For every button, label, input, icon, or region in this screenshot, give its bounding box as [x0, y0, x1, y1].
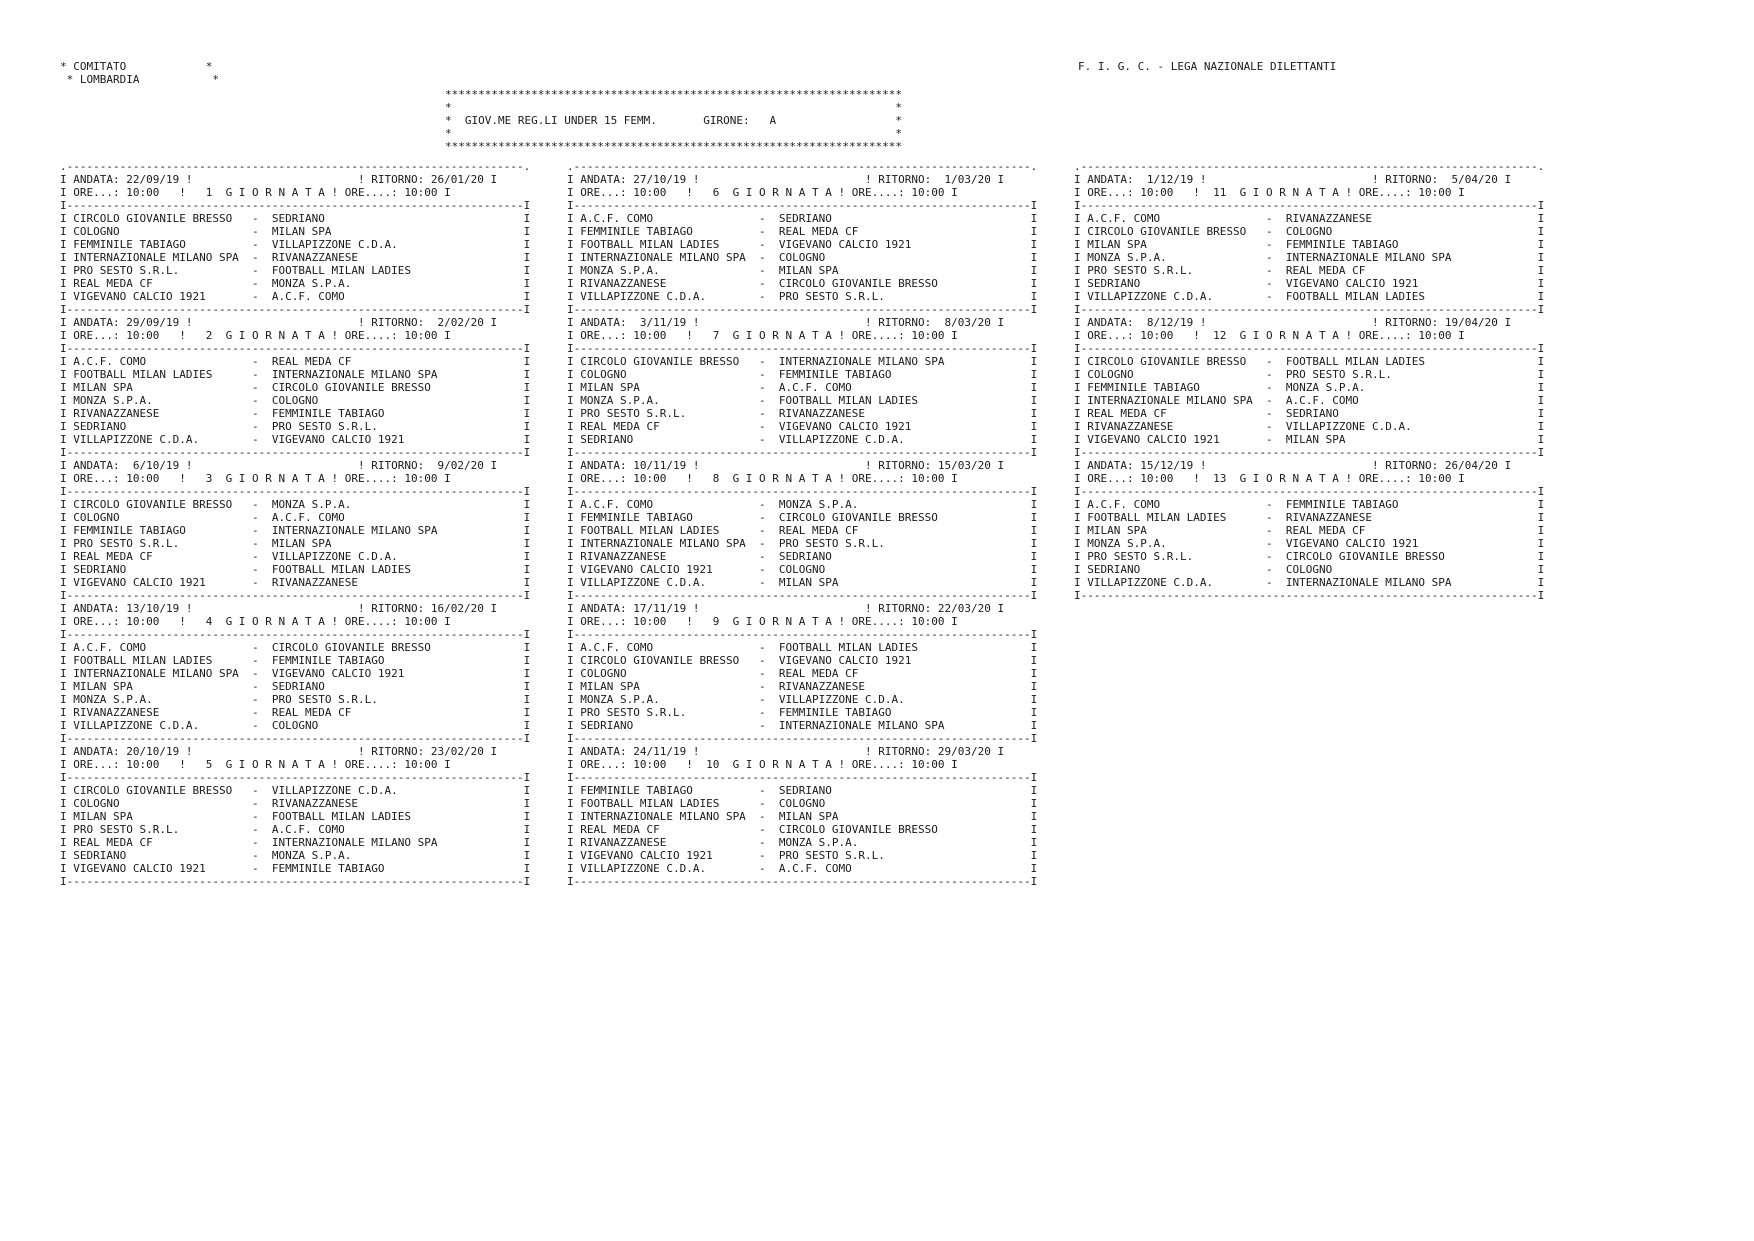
match-row: I CIRCOLO GIOVANILE BRESSO - MONZA S.P.A. I: [60, 498, 531, 511]
match-row: I INTERNAZIONALE MILANO SPA - MILAN SPA I: [567, 810, 1038, 823]
match-row: I RIVANAZZANESE - MONZA S.P.A. I: [567, 836, 1038, 849]
match-row: I PRO SESTO S.R.L. - CIRCOLO GIOVANILE BRESSO I: [1074, 550, 1545, 563]
giornata-block: I ANDATA: 13/10/19 ! ! RITORNO: 16/02/20 I I ORE...: 10:00 ! 4 G I O R N A T A ! ORE....: 10:00 I I---------------------------------------------------------------------I I A.C.F. COMO - CIRCOLO GIOVANILE BRESSO I I FOOTBALL MILAN LADIES - FEMMINILE TABIAGO I I INTERNAZIONALE MILANO SPA - VIGEVANO CALCIO 1921 I I MILAN SPA - SEDRIANO I I MONZA S.P.A. - PRO SESTO S.R.L. I I RIVANAZZANESE - REAL MEDA CF I I VILLAPIZZONE C.D.A. - COLOGNO I I---------------------------------------------------------------------I: [60, 602, 550, 745]
giornata-line: I ORE...: 10:00 ! 6 G I O R N A T A ! ORE....: 10:00 I: [567, 186, 1038, 199]
andata-ritorno-line: I ANDATA: 29/09/19 ! ! RITORNO: 2/02/20 I: [60, 316, 531, 329]
match-row: I FOOTBALL MILAN LADIES - REAL MEDA CF I: [567, 524, 1038, 537]
match-row: I REAL MEDA CF - CIRCOLO GIOVANILE BRESSO I: [567, 823, 1038, 836]
match-row: I A.C.F. COMO - CIRCOLO GIOVANILE BRESSO I: [60, 641, 531, 654]
giornata-line: I ORE...: 10:00 ! 9 G I O R N A T A ! ORE....: 10:00 I: [567, 615, 1038, 628]
match-row: I RIVANAZZANESE - REAL MEDA CF I: [60, 706, 531, 719]
match-row: I REAL MEDA CF - VILLAPIZZONE C.D.A. I: [60, 550, 531, 563]
match-row: I VILLAPIZZONE C.D.A. - FOOTBALL MILAN LADIES I: [1074, 290, 1545, 303]
schedule-column-2: [567, 160, 1057, 888]
andata-ritorno-line: I ANDATA: 15/12/19 ! ! RITORNO: 26/04/20 I: [1074, 459, 1545, 472]
title-blank-top: * *: [445, 101, 902, 114]
giornata-block: I ANDATA: 3/11/19 ! ! RITORNO: 8/03/20 I I ORE...: 10:00 ! 7 G I O R N A T A ! ORE....: 10:00 I I---------------------------------------------------------------------I I CIRCOLO GIOVANILE BRESSO - INTERNAZIONALE MILANO SPA I I COLOGNO - FEMMINILE TABIAGO I I MILAN SPA - A.C.F. COMO I I MONZA S.P.A. - FOOTBALL MILAN LADIES I I PRO SESTO S.R.L. - RIVANAZZANESE I I REAL MEDA CF - VIGEVANO CALCIO 1921 I I SEDRIANO - VILLAPIZZONE C.D.A. I I---------------------------------------------------------------------I: [567, 316, 1057, 459]
title-border-bottom: *********************************************************************: [445, 140, 902, 153]
match-row: I MILAN SPA - FOOTBALL MILAN LADIES I: [60, 810, 531, 823]
match-row: I INTERNAZIONALE MILANO SPA - A.C.F. COMO I: [1074, 394, 1545, 407]
match-row: I PRO SESTO S.R.L. - RIVANAZZANESE I: [567, 407, 1038, 420]
match-row: I FEMMINILE TABIAGO - INTERNAZIONALE MILANO SPA I: [60, 524, 531, 537]
match-row: I CIRCOLO GIOVANILE BRESSO - VIGEVANO CALCIO 1921 I: [567, 654, 1038, 667]
match-row: I REAL MEDA CF - INTERNAZIONALE MILANO SPA I: [60, 836, 531, 849]
giornata-line: I ORE...: 10:00 ! 12 G I O R N A T A ! ORE....: 10:00 I: [1074, 329, 1545, 342]
title-blank-bottom: * *: [445, 127, 902, 140]
match-row: I REAL MEDA CF - VIGEVANO CALCIO 1921 I: [567, 420, 1038, 433]
match-row: I RIVANAZZANESE - VILLAPIZZONE C.D.A. I: [1074, 420, 1545, 433]
match-row: I VIGEVANO CALCIO 1921 - A.C.F. COMO I: [60, 290, 531, 303]
match-row: I SEDRIANO - MONZA S.P.A. I: [60, 849, 531, 862]
schedule-column-1: [60, 160, 550, 888]
match-row: I VIGEVANO CALCIO 1921 - RIVANAZZANESE I: [60, 576, 531, 589]
giornata-line: I ORE...: 10:00 ! 11 G I O R N A T A ! ORE....: 10:00 I: [1074, 186, 1545, 199]
andata-ritorno-line: I ANDATA: 1/12/19 ! ! RITORNO: 5/04/20 I: [1074, 173, 1545, 186]
match-row: I MONZA S.P.A. - FOOTBALL MILAN LADIES I: [567, 394, 1038, 407]
match-row: I PRO SESTO S.R.L. - A.C.F. COMO I: [60, 823, 531, 836]
match-row: I COLOGNO - RIVANAZZANESE I: [60, 797, 531, 810]
match-row: I MONZA S.P.A. - VIGEVANO CALCIO 1921 I: [1074, 537, 1545, 550]
match-row: I CIRCOLO GIOVANILE BRESSO - COLOGNO I: [1074, 225, 1545, 238]
andata-ritorno-line: I ANDATA: 17/11/19 ! ! RITORNO: 22/03/20 I: [567, 602, 1038, 615]
match-row: I COLOGNO - MILAN SPA I: [60, 225, 531, 238]
match-row: I PRO SESTO S.R.L. - REAL MEDA CF I: [1074, 264, 1545, 277]
giornata-line: I ORE...: 10:00 ! 5 G I O R N A T A ! ORE....: 10:00 I: [60, 758, 531, 771]
andata-ritorno-line: I ANDATA: 10/11/19 ! ! RITORNO: 15/03/20 I: [567, 459, 1038, 472]
lombardia-line: * LOMBARDIA *: [60, 73, 219, 86]
match-row: I MILAN SPA - CIRCOLO GIOVANILE BRESSO I: [60, 381, 531, 394]
giornata-block: I ANDATA: 8/12/19 ! ! RITORNO: 19/04/20 I I ORE...: 10:00 ! 12 G I O R N A T A ! ORE....: 10:00 I I---------------------------------------------------------------------I I CIRCOLO GIOVANILE BRESSO - FOOTBALL MILAN LADIES I I COLOGNO - PRO SESTO S.R.L. I I FEMMINILE TABIAGO - MONZA S.P.A. I I INTERNAZIONALE MILANO SPA - A.C.F. COMO I I REAL MEDA CF - SEDRIANO I I RIVANAZZANESE - VILLAPIZZONE C.D.A. I I VIGEVANO CALCIO 1921 - MILAN SPA I I---------------------------------------------------------------------I: [1074, 316, 1564, 459]
match-row: I A.C.F. COMO - FOOTBALL MILAN LADIES I: [567, 641, 1038, 654]
match-row: I RIVANAZZANESE - FEMMINILE TABIAGO I: [60, 407, 531, 420]
giornata-block: I ANDATA: 6/10/19 ! ! RITORNO: 9/02/20 I I ORE...: 10:00 ! 3 G I O R N A T A ! ORE....: 10:00 I I---------------------------------------------------------------------I I CIRCOLO GIOVANILE BRESSO - MONZA S.P.A. I I COLOGNO - A.C.F. COMO I I FEMMINILE TABIAGO - INTERNAZIONALE MILANO SPA I I PRO SESTO S.R.L. - MILAN SPA I I REAL MEDA CF - VILLAPIZZONE C.D.A. I I SEDRIANO - FOOTBALL MILAN LADIES I I VIGEVANO CALCIO 1921 - RIVANAZZANESE I I---------------------------------------------------------------------I: [60, 459, 550, 602]
giornata-line: I ORE...: 10:00 ! 10 G I O R N A T A ! ORE....: 10:00 I: [567, 758, 1038, 771]
giornata-line: I ORE...: 10:00 ! 4 G I O R N A T A ! ORE....: 10:00 I: [60, 615, 531, 628]
match-row: I REAL MEDA CF - MONZA S.P.A. I: [60, 277, 531, 290]
match-row: I VILLAPIZZONE C.D.A. - VIGEVANO CALCIO 1921 I: [60, 433, 531, 446]
giornata-block: I ANDATA: 20/10/19 ! ! RITORNO: 23/02/20 I I ORE...: 10:00 ! 5 G I O R N A T A ! ORE....: 10:00 I I---------------------------------------------------------------------I I CIRCOLO GIOVANILE BRESSO - VILLAPIZZONE C.D.A. I I COLOGNO - RIVANAZZANESE I I MILAN SPA - FOOTBALL MILAN LADIES I I PRO SESTO S.R.L. - A.C.F. COMO I I REAL MEDA CF - INTERNAZIONALE MILANO SPA I I SEDRIANO - MONZA S.P.A. I I VIGEVANO CALCIO 1921 - FEMMINILE TABIAGO I I---------------------------------------------------------------------I: [60, 745, 550, 888]
giornata-block: .---------------------------------------------------------------------. I ANDATA: 22/09/19 ! ! RITORNO: 26/01/20 I I ORE...: 10:00 ! 1 G I O R N A T A ! ORE....: 10:00 I I---------------------------------------------------------------------I I CIRCOLO GIOVANILE BRESSO - SEDRIANO I I COLOGNO - MILAN SPA I I FEMMINILE TABIAGO - VILLAPIZZONE C.D.A. I I INTERNAZIONALE MILANO SPA - RIVANAZZANESE I I PRO SESTO S.R.L. - FOOTBALL MILAN LADIES I I REAL MEDA CF - MONZA S.P.A. I I VIGEVANO CALCIO 1921 - A.C.F. COMO I I---------------------------------------------------------------------I: [60, 160, 550, 316]
match-row: I MONZA S.P.A. - PRO SESTO S.R.L. I: [60, 693, 531, 706]
title-box: [445, 88, 902, 153]
match-row: I MILAN SPA - SEDRIANO I: [60, 680, 531, 693]
andata-ritorno-line: I ANDATA: 24/11/19 ! ! RITORNO: 29/03/20 I: [567, 745, 1038, 758]
match-row: I PRO SESTO S.R.L. - FOOTBALL MILAN LADIES I: [60, 264, 531, 277]
match-row: I VIGEVANO CALCIO 1921 - MILAN SPA I: [1074, 433, 1545, 446]
match-row: I CIRCOLO GIOVANILE BRESSO - SEDRIANO I: [60, 212, 531, 225]
andata-ritorno-line: I ANDATA: 6/10/19 ! ! RITORNO: 9/02/20 I: [60, 459, 531, 472]
match-row: I FOOTBALL MILAN LADIES - COLOGNO I: [567, 797, 1038, 810]
match-row: I FEMMINILE TABIAGO - SEDRIANO I: [567, 784, 1038, 797]
match-row: I COLOGNO - A.C.F. COMO I: [60, 511, 531, 524]
match-row: I VILLAPIZZONE C.D.A. - COLOGNO I: [60, 719, 531, 732]
match-row: I FOOTBALL MILAN LADIES - RIVANAZZANESE I: [1074, 511, 1545, 524]
match-row: I INTERNAZIONALE MILANO SPA - RIVANAZZANESE I: [60, 251, 531, 264]
giornata-line: I ORE...: 10:00 ! 7 G I O R N A T A ! ORE....: 10:00 I: [567, 329, 1038, 342]
match-row: I A.C.F. COMO - SEDRIANO I: [567, 212, 1038, 225]
match-row: I VIGEVANO CALCIO 1921 - FEMMINILE TABIAGO I: [60, 862, 531, 875]
giornata-line: I ORE...: 10:00 ! 1 G I O R N A T A ! ORE....: 10:00 I: [60, 186, 531, 199]
match-row: I A.C.F. COMO - REAL MEDA CF I: [60, 355, 531, 368]
giornata-block: .---------------------------------------------------------------------. I ANDATA: 1/12/19 ! ! RITORNO: 5/04/20 I I ORE...: 10:00 ! 11 G I O R N A T A ! ORE....: 10:00 I I---------------------------------------------------------------------I I A.C.F. COMO - RIVANAZZANESE I I CIRCOLO GIOVANILE BRESSO - COLOGNO I I MILAN SPA - FEMMINILE TABIAGO I I MONZA S.P.A. - INTERNAZIONALE MILANO SPA I I PRO SESTO S.R.L. - REAL MEDA CF I I SEDRIANO - VIGEVANO CALCIO 1921 I I VILLAPIZZONE C.D.A. - FOOTBALL MILAN LADIES I I---------------------------------------------------------------------I: [1074, 160, 1564, 316]
comitato-line: * COMITATO *: [60, 60, 213, 73]
match-row: I CIRCOLO GIOVANILE BRESSO - VILLAPIZZONE C.D.A. I: [60, 784, 531, 797]
match-row: I CIRCOLO GIOVANILE BRESSO - FOOTBALL MILAN LADIES I: [1074, 355, 1545, 368]
match-row: I MILAN SPA - REAL MEDA CF I: [1074, 524, 1545, 537]
match-row: I A.C.F. COMO - RIVANAZZANESE I: [1074, 212, 1545, 225]
match-row: I MILAN SPA - RIVANAZZANESE I: [567, 680, 1038, 693]
match-row: I A.C.F. COMO - FEMMINILE TABIAGO I: [1074, 498, 1545, 511]
giornata-line: I ORE...: 10:00 ! 2 G I O R N A T A ! ORE....: 10:00 I: [60, 329, 531, 342]
match-row: I COLOGNO - REAL MEDA CF I: [567, 667, 1038, 680]
match-row: I CIRCOLO GIOVANILE BRESSO - INTERNAZIONALE MILANO SPA I: [567, 355, 1038, 368]
giornata-line: I ORE...: 10:00 ! 8 G I O R N A T A ! ORE....: 10:00 I: [567, 472, 1038, 485]
match-row: I FOOTBALL MILAN LADIES - FEMMINILE TABIAGO I: [60, 654, 531, 667]
match-row: I FEMMINILE TABIAGO - MONZA S.P.A. I: [1074, 381, 1545, 394]
match-row: I SEDRIANO - COLOGNO I: [1074, 563, 1545, 576]
andata-ritorno-line: I ANDATA: 8/12/19 ! ! RITORNO: 19/04/20 I: [1074, 316, 1545, 329]
match-row: I MONZA S.P.A. - VILLAPIZZONE C.D.A. I: [567, 693, 1038, 706]
match-row: I COLOGNO - FEMMINILE TABIAGO I: [567, 368, 1038, 381]
match-row: I PRO SESTO S.R.L. - FEMMINILE TABIAGO I: [567, 706, 1038, 719]
match-row: I VILLAPIZZONE C.D.A. - PRO SESTO S.R.L. I: [567, 290, 1038, 303]
match-row: I SEDRIANO - FOOTBALL MILAN LADIES I: [60, 563, 531, 576]
match-row: I SEDRIANO - PRO SESTO S.R.L. I: [60, 420, 531, 433]
match-row: I MONZA S.P.A. - COLOGNO I: [60, 394, 531, 407]
match-row: I VILLAPIZZONE C.D.A. - INTERNAZIONALE MILANO SPA I: [1074, 576, 1545, 589]
match-row: I MONZA S.P.A. - INTERNAZIONALE MILANO SPA I: [1074, 251, 1545, 264]
giornata-line: I ORE...: 10:00 ! 13 G I O R N A T A ! ORE....: 10:00 I: [1074, 472, 1545, 485]
match-row: I INTERNAZIONALE MILANO SPA - COLOGNO I: [567, 251, 1038, 264]
giornata-block: I ANDATA: 24/11/19 ! ! RITORNO: 29/03/20 I I ORE...: 10:00 ! 10 G I O R N A T A ! ORE....: 10:00 I I---------------------------------------------------------------------I I FEMMINILE TABIAGO - SEDRIANO I I FOOTBALL MILAN LADIES - COLOGNO I I INTERNAZIONALE MILANO SPA - MILAN SPA I I REAL MEDA CF - CIRCOLO GIOVANILE BRESSO I I RIVANAZZANESE - MONZA S.P.A. I I VIGEVANO CALCIO 1921 - PRO SESTO S.R.L. I I VILLAPIZZONE C.D.A. - A.C.F. COMO I I---------------------------------------------------------------------I: [567, 745, 1057, 888]
title-text: * GIOV.ME REG.LI UNDER 15 FEMM. GIRONE: A *: [445, 114, 902, 127]
giornata-line: I ORE...: 10:00 ! 3 G I O R N A T A ! ORE....: 10:00 I: [60, 472, 531, 485]
andata-ritorno-line: I ANDATA: 3/11/19 ! ! RITORNO: 8/03/20 I: [567, 316, 1038, 329]
match-row: I FEMMINILE TABIAGO - VILLAPIZZONE C.D.A. I: [60, 238, 531, 251]
giornata-block: I ANDATA: 15/12/19 ! ! RITORNO: 26/04/20 I I ORE...: 10:00 ! 13 G I O R N A T A ! ORE....: 10:00 I I---------------------------------------------------------------------I I A.C.F. COMO - FEMMINILE TABIAGO I I FOOTBALL MILAN LADIES - RIVANAZZANESE I I MILAN SPA - REAL MEDA CF I I MONZA S.P.A. - VIGEVANO CALCIO 1921 I I PRO SESTO S.R.L. - CIRCOLO GIOVANILE BRESSO I I SEDRIANO - COLOGNO I I VILLAPIZZONE C.D.A. - INTERNAZIONALE MILANO SPA I I---------------------------------------------------------------------I: [1074, 459, 1564, 602]
match-row: I SEDRIANO - VIGEVANO CALCIO 1921 I: [1074, 277, 1545, 290]
match-row: I INTERNAZIONALE MILANO SPA - VIGEVANO CALCIO 1921 I: [60, 667, 531, 680]
match-row: I MILAN SPA - A.C.F. COMO I: [567, 381, 1038, 394]
match-row: I PRO SESTO S.R.L. - MILAN SPA I: [60, 537, 531, 550]
match-row: I FEMMINILE TABIAGO - REAL MEDA CF I: [567, 225, 1038, 238]
giornata-block: I ANDATA: 29/09/19 ! ! RITORNO: 2/02/20 I I ORE...: 10:00 ! 2 G I O R N A T A ! ORE....: 10:00 I I---------------------------------------------------------------------I I A.C.F. COMO - REAL MEDA CF I I FOOTBALL MILAN LADIES - INTERNAZIONALE MILANO SPA I I MILAN SPA - CIRCOLO GIOVANILE BRESSO I I MONZA S.P.A. - COLOGNO I I RIVANAZZANESE - FEMMINILE TABIAGO I I SEDRIANO - PRO SESTO S.R.L. I I VILLAPIZZONE C.D.A. - VIGEVANO CALCIO 1921 I I---------------------------------------------------------------------I: [60, 316, 550, 459]
match-row: I FOOTBALL MILAN LADIES - VIGEVANO CALCIO 1921 I: [567, 238, 1038, 251]
match-row: I SEDRIANO - INTERNAZIONALE MILANO SPA I: [567, 719, 1038, 732]
match-row: I VILLAPIZZONE C.D.A. - MILAN SPA I: [567, 576, 1038, 589]
match-row: I FEMMINILE TABIAGO - CIRCOLO GIOVANILE BRESSO I: [567, 511, 1038, 524]
match-row: I SEDRIANO - VILLAPIZZONE C.D.A. I: [567, 433, 1038, 446]
giornata-block: I ANDATA: 10/11/19 ! ! RITORNO: 15/03/20 I I ORE...: 10:00 ! 8 G I O R N A T A ! ORE....: 10:00 I I---------------------------------------------------------------------I I A.C.F. COMO - MONZA S.P.A. I I FEMMINILE TABIAGO - CIRCOLO GIOVANILE BRESSO I I FOOTBALL MILAN LADIES - REAL MEDA CF I I INTERNAZIONALE MILANO SPA - PRO SESTO S.R.L. I I RIVANAZZANESE - SEDRIANO I I VIGEVANO CALCIO 1921 - COLOGNO I I VILLAPIZZONE C.D.A. - MILAN SPA I I---------------------------------------------------------------------I: [567, 459, 1057, 602]
match-row: I MILAN SPA - FEMMINILE TABIAGO I: [1074, 238, 1545, 251]
match-row: I INTERNAZIONALE MILANO SPA - PRO SESTO S.R.L. I: [567, 537, 1038, 550]
title-border-top: *********************************************************************: [445, 88, 902, 101]
match-row: I VIGEVANO CALCIO 1921 - PRO SESTO S.R.L. I: [567, 849, 1038, 862]
match-row: I COLOGNO - PRO SESTO S.R.L. I: [1074, 368, 1545, 381]
match-row: I RIVANAZZANESE - SEDRIANO I: [567, 550, 1038, 563]
match-row: I RIVANAZZANESE - CIRCOLO GIOVANILE BRESSO I: [567, 277, 1038, 290]
match-row: I VIGEVANO CALCIO 1921 - COLOGNO I: [567, 563, 1038, 576]
giornata-block: .---------------------------------------------------------------------. I ANDATA: 27/10/19 ! ! RITORNO: 1/03/20 I I ORE...: 10:00 ! 6 G I O R N A T A ! ORE....: 10:00 I I---------------------------------------------------------------------I I A.C.F. COMO - SEDRIANO I I FEMMINILE TABIAGO - REAL MEDA CF I I FOOTBALL MILAN LADIES - VIGEVANO CALCIO 1921 I I INTERNAZIONALE MILANO SPA - COLOGNO I I MONZA S.P.A. - MILAN SPA I I RIVANAZZANESE - CIRCOLO GIOVANILE BRESSO I I VILLAPIZZONE C.D.A. - PRO SESTO S.R.L. I I---------------------------------------------------------------------I: [567, 160, 1057, 316]
match-row: I MONZA S.P.A. - MILAN SPA I: [567, 264, 1038, 277]
andata-ritorno-line: I ANDATA: 20/10/19 ! ! RITORNO: 23/02/20 I: [60, 745, 531, 758]
andata-ritorno-line: I ANDATA: 22/09/19 ! ! RITORNO: 26/01/20 I: [60, 173, 531, 186]
match-row: I VILLAPIZZONE C.D.A. - A.C.F. COMO I: [567, 862, 1038, 875]
schedule-column-3: [1074, 160, 1564, 602]
andata-ritorno-line: I ANDATA: 27/10/19 ! ! RITORNO: 1/03/20 I: [567, 173, 1038, 186]
match-row: I A.C.F. COMO - MONZA S.P.A. I: [567, 498, 1038, 511]
giornata-block: I ANDATA: 17/11/19 ! ! RITORNO: 22/03/20 I I ORE...: 10:00 ! 9 G I O R N A T A ! ORE....: 10:00 I I---------------------------------------------------------------------I I A.C.F. COMO - FOOTBALL MILAN LADIES I I CIRCOLO GIOVANILE BRESSO - VIGEVANO CALCIO 1921 I I COLOGNO - REAL MEDA CF I I MILAN SPA - RIVANAZZANESE I I MONZA S.P.A. - VILLAPIZZONE C.D.A. I I PRO SESTO S.R.L. - FEMMINILE TABIAGO I I SEDRIANO - INTERNAZIONALE MILANO SPA I I---------------------------------------------------------------------I: [567, 602, 1057, 745]
figc-header: F. I. G. C. - LEGA NAZIONALE DILETTANTI: [1078, 60, 1337, 73]
match-row: I REAL MEDA CF - SEDRIANO I: [1074, 407, 1545, 420]
comitato-header: [60, 60, 219, 86]
andata-ritorno-line: I ANDATA: 13/10/19 ! ! RITORNO: 16/02/20 I: [60, 602, 531, 615]
match-row: I FOOTBALL MILAN LADIES - INTERNAZIONALE MILANO SPA I: [60, 368, 531, 381]
